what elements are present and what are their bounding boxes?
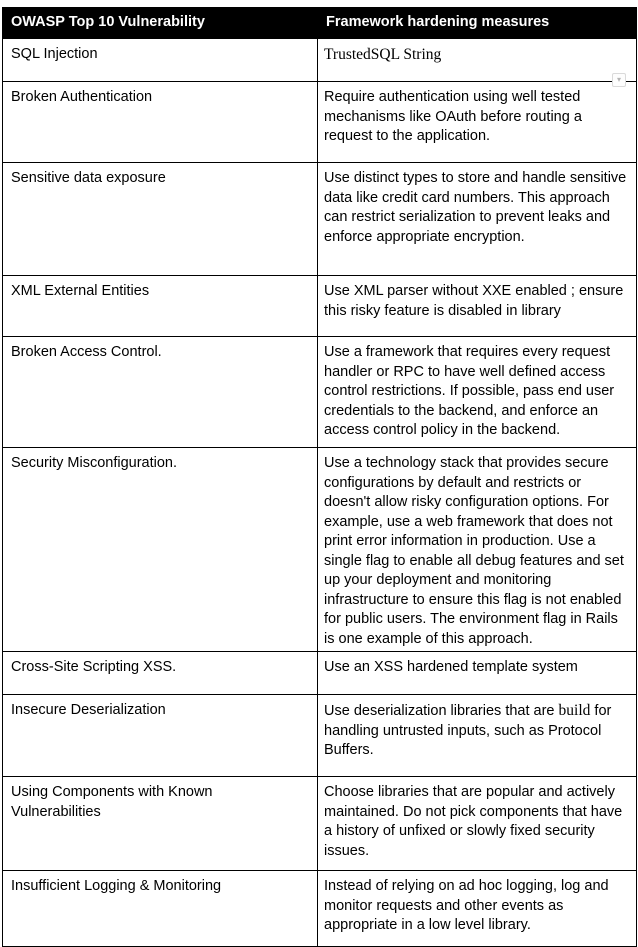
vulnerability-cell: XML External Entities xyxy=(3,276,318,337)
measure-text: Use XML parser without XXE enabled ; ensure this risky feature is disabled in library xyxy=(324,283,624,319)
table-body xyxy=(3,39,637,947)
vulnerability-cell: Security Misconfiguration. xyxy=(3,448,318,652)
measure-cell xyxy=(318,82,637,163)
vulnerability-cell: Using Components with Known Vulnerabilities xyxy=(3,777,318,871)
measure-text-serif: TrustedSQL String xyxy=(324,46,442,63)
vulnerability-cell: Broken Access Control. xyxy=(3,337,318,448)
vulnerability-cell: SQL Injection xyxy=(3,39,318,82)
header-row xyxy=(3,8,637,39)
measure-text: Instead of relying on ad hoc logging, log and monitor requests and other events as appropriate in a low level library. xyxy=(324,878,609,933)
measure-text: Use distinct types to store and handle sensitive data like credit card numbers. This approach can restrict serialization to prevent leaks and enforce appropriate encryption. xyxy=(324,170,627,245)
measure-cell xyxy=(318,652,637,695)
measure-text-serif: build xyxy=(558,702,591,719)
vulnerability-cell: Insecure Deserialization xyxy=(3,695,318,777)
vulnerability-cell: Insufficient Logging & Monitoring xyxy=(3,871,318,947)
owasp-hardening-table xyxy=(2,7,637,947)
header-measures-column: Framework hardening measures xyxy=(318,8,637,39)
table-row xyxy=(3,871,637,947)
table-row xyxy=(3,695,637,777)
collapsed-comment-icon[interactable] xyxy=(612,73,626,87)
table-header xyxy=(3,8,637,39)
measure-cell xyxy=(318,695,637,777)
measure-cell xyxy=(318,163,637,276)
table-row xyxy=(3,652,637,695)
table-row xyxy=(3,276,637,337)
vulnerability-cell: Sensitive data exposure xyxy=(3,163,318,276)
measure-text: Use an XSS hardened template system xyxy=(324,659,578,675)
measure-text: Use a technology stack that provides secure configurations by default and restricts or doesn't allow risky configuration options. For example, use a web framework that does not print error information in production. Use a single flag to enable all debug features and set up your deployment and monitoring infrastructure to ensure this flag is not enabled for public users. The environment flag in Rails is one example of this approach. xyxy=(324,455,624,647)
measure-cell xyxy=(318,337,637,448)
comment-marker-arrow: ▾ xyxy=(616,75,621,84)
vulnerability-cell: Cross-Site Scripting XSS. xyxy=(3,652,318,695)
measure-text: Choose libraries that are popular and actively maintained. Do not pick components that have a history of unfixed or slowly fixed security issues. xyxy=(324,784,623,859)
measure-cell xyxy=(318,39,637,82)
measure-cell xyxy=(318,871,637,947)
measure-text: for handling untrusted inputs, such as Protocol Buffers. xyxy=(324,703,612,758)
vulnerability-cell: Broken Authentication xyxy=(3,82,318,163)
table-row xyxy=(3,163,637,276)
measure-cell xyxy=(318,276,637,337)
header-vulnerability-column: OWASP Top 10 Vulnerability xyxy=(3,8,318,39)
document-page xyxy=(0,7,638,933)
table-row xyxy=(3,448,637,652)
measure-text: Use deserialization libraries that are xyxy=(324,703,559,719)
table-row xyxy=(3,39,637,82)
measure-text: Use a framework that requires every request handler or RPC to have well defined access control restrictions. If possible, pass end user credentials to the backend, and enforce an access control policy in the backend. xyxy=(324,344,615,438)
table-row xyxy=(3,82,637,163)
measure-text: Require authentication using well tested mechanisms like OAuth before routing a request to the application. xyxy=(324,89,582,144)
measure-cell xyxy=(318,448,637,652)
measure-cell xyxy=(318,777,637,871)
table-row xyxy=(3,337,637,448)
table-row xyxy=(3,777,637,871)
